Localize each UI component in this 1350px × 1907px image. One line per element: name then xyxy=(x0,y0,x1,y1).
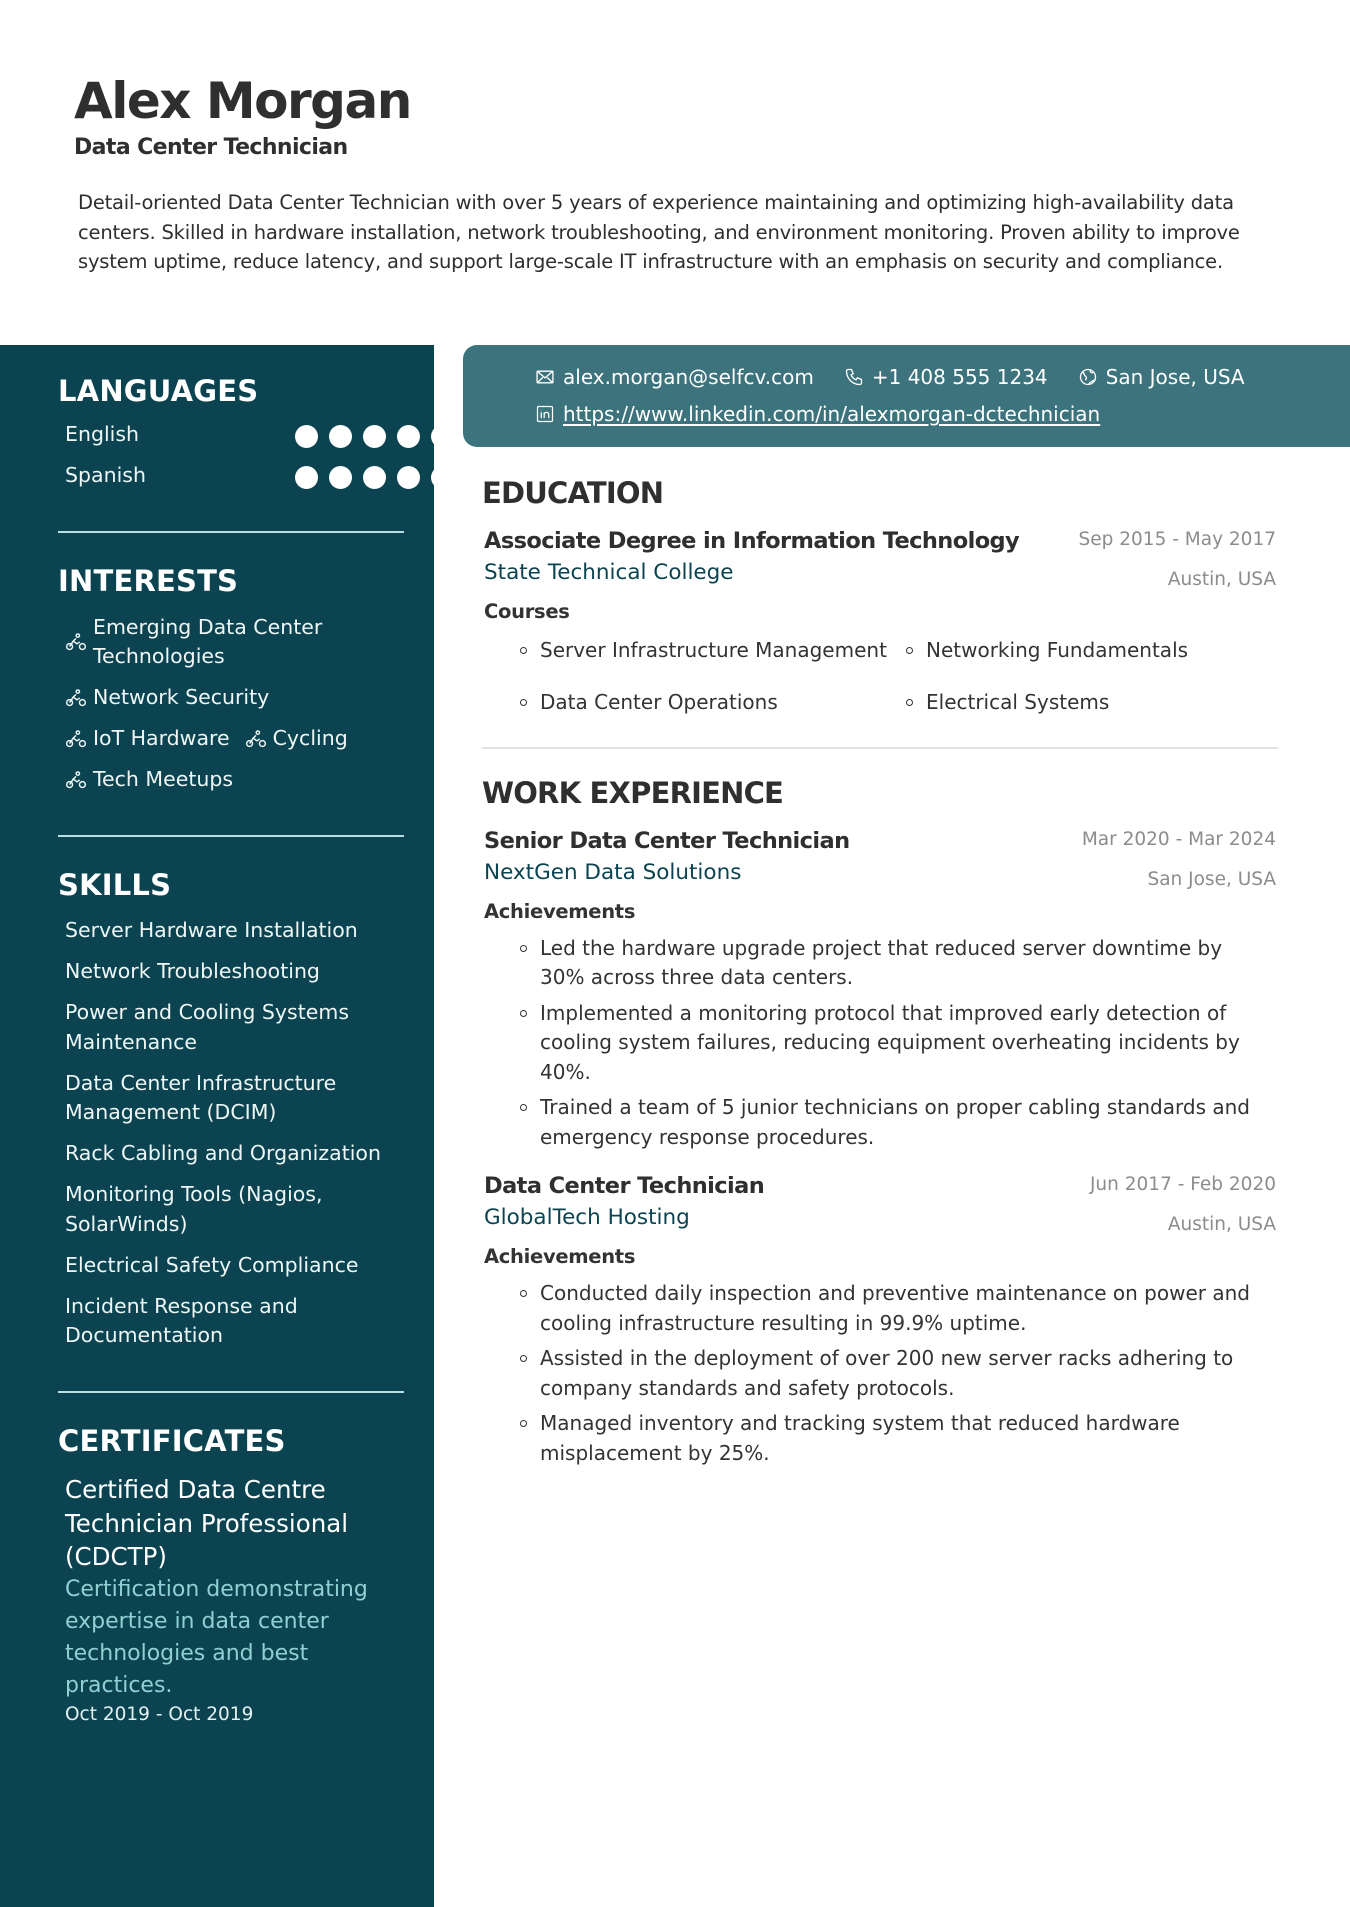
section-divider xyxy=(482,747,1278,749)
level-dot xyxy=(329,425,352,448)
level-dot xyxy=(397,466,420,489)
skill-item: Incident Response and Documentation xyxy=(65,1293,298,1347)
degree: Associate Degree in Information Technology xyxy=(484,528,1020,554)
achievement-item: Conducted daily inspection and preventive maintenance on power and cooling infrastructure resulting in 99.9% uptime. xyxy=(520,1279,1260,1338)
certificate-date: Oct 2019 - Oct 2019 xyxy=(65,1703,254,1725)
experience-section xyxy=(482,775,1278,1469)
certificates-section xyxy=(58,1423,404,1728)
interest-item: Network Security xyxy=(58,683,269,712)
contact-bar xyxy=(463,345,1350,447)
courses-label: Courses xyxy=(484,600,570,623)
job-dates: Jun 2017 - Feb 2020 xyxy=(1089,1174,1276,1195)
job-role: Data Center Technician xyxy=(484,1173,765,1199)
job-title: Data Center Technician xyxy=(74,135,348,160)
candidate-name: Alex Morgan xyxy=(74,72,411,130)
course-item: Networking Fundamentals xyxy=(906,636,1286,665)
interest-item: Cycling xyxy=(238,724,348,753)
interest-item: Emerging Data Center Technologies xyxy=(58,613,338,671)
skill-item: Electrical Safety Compliance xyxy=(65,1252,359,1277)
linkedin-icon xyxy=(535,404,555,424)
job-role: Senior Data Center Technician xyxy=(484,827,850,854)
sidebar-divider xyxy=(58,531,404,533)
bicycle-icon xyxy=(65,687,87,709)
certificates-heading: CERTIFICATES xyxy=(58,1424,286,1458)
bicycle-icon xyxy=(245,728,267,750)
languages-heading: LANGUAGES xyxy=(58,374,259,408)
contact-location: San Jose, USA xyxy=(1078,365,1245,389)
resume-header xyxy=(74,70,1274,162)
skill-item: Network Troubleshooting xyxy=(65,959,320,983)
interest-item: Tech Meetups xyxy=(58,765,233,794)
level-dot xyxy=(431,466,454,489)
company-name: NextGen Data Solutions xyxy=(484,859,742,885)
experience-entry xyxy=(482,826,1278,1153)
certificate-name: Certified Data Centre Technician Professional (CDCTP) xyxy=(65,1475,349,1571)
summary: Detail-oriented Data Center Technician with over 5 years of experience maintaining and optimizing high-availability data centers. Skilled in hardware installation, network troubleshooting, and environment monitoring. Proven ability to improve system uptime, reduce latency, and support large-scale IT infrastructure with an emphasis on security and compliance. xyxy=(78,191,1240,274)
certificate-description: Certification demonstrating expertise in data center technologies and best practices. xyxy=(65,1576,368,1698)
skill-item: Rack Cabling and Organization xyxy=(65,1141,381,1165)
skill-item: Power and Cooling Systems Maintenance xyxy=(65,1000,350,1054)
school-name: State Technical College xyxy=(484,560,734,585)
interest-item: IoT Hardware xyxy=(58,724,230,753)
level-dot xyxy=(295,466,318,489)
skills-section xyxy=(58,867,404,1362)
achievement-item: Implemented a monitoring protocol that improved early detection of cooling system failures, reducing equipment overheating incidents by 40%. xyxy=(520,999,1260,1088)
job-location: Austin, USA xyxy=(1167,1214,1276,1235)
education-entry xyxy=(482,526,1278,717)
level-dot xyxy=(431,425,454,448)
language-item xyxy=(58,459,404,500)
level-dot xyxy=(329,466,352,489)
course-item: Server Infrastructure Management xyxy=(520,636,906,665)
globe-icon xyxy=(1078,367,1098,387)
interests-heading: INTERESTS xyxy=(58,564,239,598)
education-section xyxy=(482,475,1278,717)
skills-heading: SKILLS xyxy=(58,868,172,902)
achievements-list xyxy=(520,1279,1260,1468)
achievements-list xyxy=(520,934,1260,1153)
skill-item: Server Hardware Installation xyxy=(65,918,358,942)
certificate-item xyxy=(58,1473,404,1728)
phone-icon xyxy=(844,367,864,387)
course-item: Electrical Systems xyxy=(906,688,1286,717)
company-name: GlobalTech Hosting xyxy=(484,1205,690,1230)
linkedin-link[interactable]: https://www.linkedin.com/in/alexmorgan-dctechnician xyxy=(563,402,1101,426)
achievement-item: Managed inventory and tracking system that reduced hardware misplacement by 25%. xyxy=(520,1409,1260,1468)
contact-linkedin[interactable] xyxy=(535,402,1100,426)
job-dates: Mar 2020 - Mar 2024 xyxy=(1081,828,1276,850)
envelope-icon xyxy=(535,367,555,387)
sidebar xyxy=(0,345,434,1907)
achievement-item: Led the hardware upgrade project that reduced server downtime by 30% across three data centers. xyxy=(520,934,1260,993)
education-heading: EDUCATION xyxy=(482,476,664,510)
language-item xyxy=(58,418,404,459)
main-content xyxy=(482,460,1278,1474)
skill-item: Monitoring Tools (Nagios, SolarWinds) xyxy=(65,1182,323,1236)
bicycle-icon xyxy=(65,769,87,791)
bicycle-icon xyxy=(65,728,87,750)
contact-phone[interactable]: +1 408 555 1234 xyxy=(844,365,1048,389)
bicycle-icon xyxy=(65,631,87,653)
achievements-label: Achievements xyxy=(484,899,636,923)
experience-heading: WORK EXPERIENCE xyxy=(482,775,784,810)
language-name: Spanish xyxy=(65,463,146,487)
experience-entry xyxy=(482,1171,1278,1468)
languages-section xyxy=(58,373,404,500)
level-dot xyxy=(295,425,318,448)
language-level-dots xyxy=(295,466,454,489)
level-dot xyxy=(363,466,386,489)
courses-list xyxy=(520,636,1278,717)
interests-section xyxy=(58,563,404,806)
level-dot xyxy=(363,425,386,448)
contact-email[interactable]: alex.morgan@selfcv.com xyxy=(535,365,814,389)
level-dot xyxy=(397,425,420,448)
job-location: San Jose, USA xyxy=(1147,868,1276,890)
sidebar-divider xyxy=(58,1391,404,1393)
language-level-dots xyxy=(295,425,454,448)
achievements-label: Achievements xyxy=(484,1245,636,1268)
course-item: Data Center Operations xyxy=(520,688,906,717)
education-location: Austin, USA xyxy=(1167,569,1276,590)
achievement-item: Assisted in the deployment of over 200 new server racks adhering to company standards and safety protocols. xyxy=(520,1344,1260,1403)
skill-item: Data Center Infrastructure Management (DCIM) xyxy=(65,1070,337,1124)
language-name: English xyxy=(65,422,140,446)
achievement-item: Trained a team of 5 junior technicians on proper cabling standards and emergency response procedures. xyxy=(520,1093,1260,1152)
sidebar-divider xyxy=(58,835,404,837)
education-dates: Sep 2015 - May 2017 xyxy=(1078,529,1276,550)
